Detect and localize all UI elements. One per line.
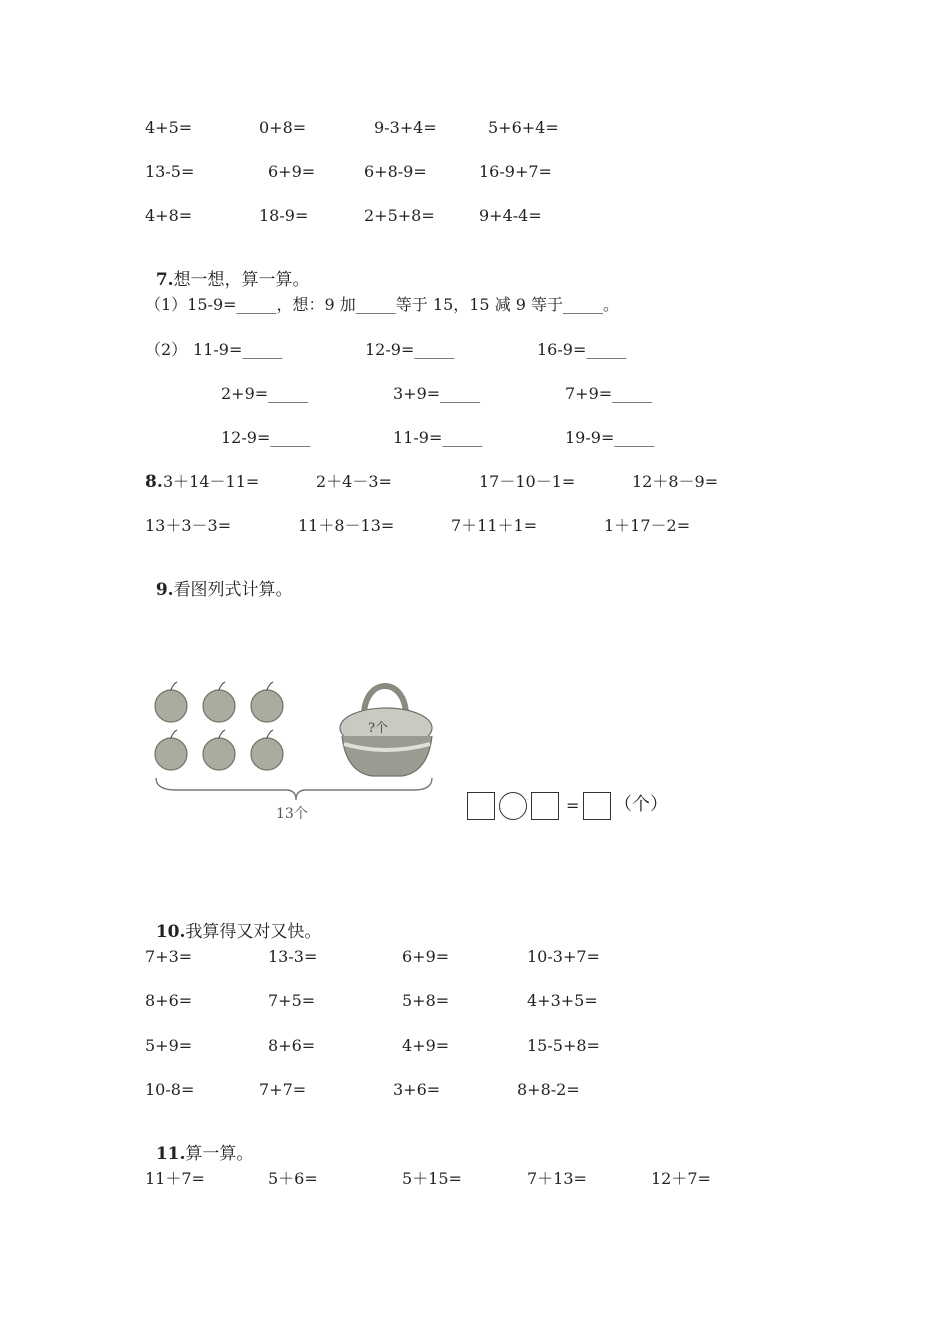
- exercise: 4+5=: [145, 118, 193, 137]
- exercise: 7+7=: [259, 1080, 307, 1099]
- exercise: 6+9=: [402, 947, 450, 966]
- exercise: 11-9=_____: [393, 428, 483, 447]
- exercise: 12-9=_____: [365, 340, 455, 359]
- exercise: 9+4-4=: [479, 206, 542, 225]
- exercise: 4+8=: [145, 206, 193, 225]
- exercise: 5+6+4=: [488, 118, 559, 137]
- apple-icon: [251, 682, 283, 722]
- exercise: 19-9=_____: [565, 428, 655, 447]
- exercise: 15-5+8=: [527, 1036, 600, 1055]
- apple-icon: [203, 682, 235, 722]
- question-number: 9.: [155, 580, 174, 600]
- unit-label: （个）: [614, 794, 668, 815]
- exercise: 5+9=: [145, 1036, 193, 1055]
- exercise: 10-3+7=: [527, 947, 600, 966]
- question-7-heading: [145, 250, 310, 290]
- question-number: 11.: [155, 1144, 186, 1164]
- basket-label: ?个: [368, 721, 388, 736]
- exercise: 13-5=: [145, 162, 195, 181]
- question-number: 8.: [145, 472, 163, 492]
- apple-icon: [203, 730, 235, 770]
- exercise: 8+8-2=: [517, 1080, 580, 1099]
- exercise: 3+9=_____: [393, 384, 481, 403]
- exercise: 7＋13=: [527, 1169, 587, 1188]
- apple-icon: [155, 730, 187, 770]
- question-number: 10.: [155, 922, 186, 942]
- exercise: 9-3+4=: [374, 118, 437, 137]
- exercise: 11＋8－13=: [298, 516, 395, 535]
- exercise: 7+3=: [145, 947, 193, 966]
- exercise: 4+3+5=: [527, 991, 598, 1010]
- exercise: 8+6=: [268, 1036, 316, 1055]
- exercise: 11-9=_____: [193, 340, 283, 359]
- exercise: 13-3=: [268, 947, 318, 966]
- apple-icon: [155, 682, 187, 722]
- exercise: 18-9=: [259, 206, 309, 225]
- exercise: 7＋11＋1=: [451, 516, 538, 535]
- q7-part2-label: （2）: [145, 340, 188, 359]
- exercise: 5＋6=: [268, 1169, 318, 1188]
- brace-label: 13个: [276, 806, 308, 822]
- exercise: 16-9+7=: [479, 162, 552, 181]
- question-number: 7.: [155, 270, 174, 290]
- answer-box[interactable]: [531, 792, 559, 820]
- question-title: 算一算。: [185, 1144, 254, 1164]
- operator-circle[interactable]: [499, 792, 527, 820]
- apples-basket-figure: [146, 676, 446, 826]
- question-9-heading: [145, 560, 293, 600]
- brace: [156, 778, 432, 800]
- exercise: 10-8=: [145, 1080, 195, 1099]
- question-10-heading: [145, 902, 321, 942]
- exercise: 17－10－1=: [479, 472, 576, 491]
- exercise: 13＋3－3=: [145, 516, 232, 535]
- question-title: 我算得又对又快。: [185, 922, 322, 942]
- q7-part1: （1）15-9=_____，想：9 加_____等于 15，15 减 9 等于_____。: [145, 295, 620, 314]
- exercise: 2+9=_____: [221, 384, 309, 403]
- exercise: 2＋4－3=: [316, 472, 392, 491]
- exercise: 0+8=: [259, 118, 307, 137]
- exercise: 16-9=_____: [537, 340, 627, 359]
- exercise: 3+6=: [393, 1080, 441, 1099]
- exercise: 2+5+8=: [364, 206, 435, 225]
- question-title: 看图列式计算。: [173, 580, 293, 600]
- exercise: 12＋7=: [651, 1169, 711, 1188]
- exercise: 12-9=_____: [221, 428, 311, 447]
- exercise: 3＋14－11=: [163, 472, 260, 491]
- question-11-heading: [145, 1124, 253, 1164]
- question-title: 想一想，算一算。: [173, 270, 310, 290]
- answer-box[interactable]: [467, 792, 495, 820]
- exercise: 6+8-9=: [364, 162, 427, 181]
- exercise: 7+5=: [268, 991, 316, 1010]
- exercise: 5＋15=: [402, 1169, 462, 1188]
- exercise: 4+9=: [402, 1036, 450, 1055]
- apple-icon: [251, 730, 283, 770]
- exercise: 11＋7=: [145, 1169, 205, 1188]
- answer-box[interactable]: [583, 792, 611, 820]
- exercise: 5+8=: [402, 991, 450, 1010]
- exercise: 8+6=: [145, 991, 193, 1010]
- exercise: 6+9=: [268, 162, 316, 181]
- exercise: 12＋8－9=: [632, 472, 719, 491]
- equals-sign: =: [566, 796, 580, 815]
- exercise: 1＋17－2=: [604, 516, 691, 535]
- exercise: 7+9=_____: [565, 384, 653, 403]
